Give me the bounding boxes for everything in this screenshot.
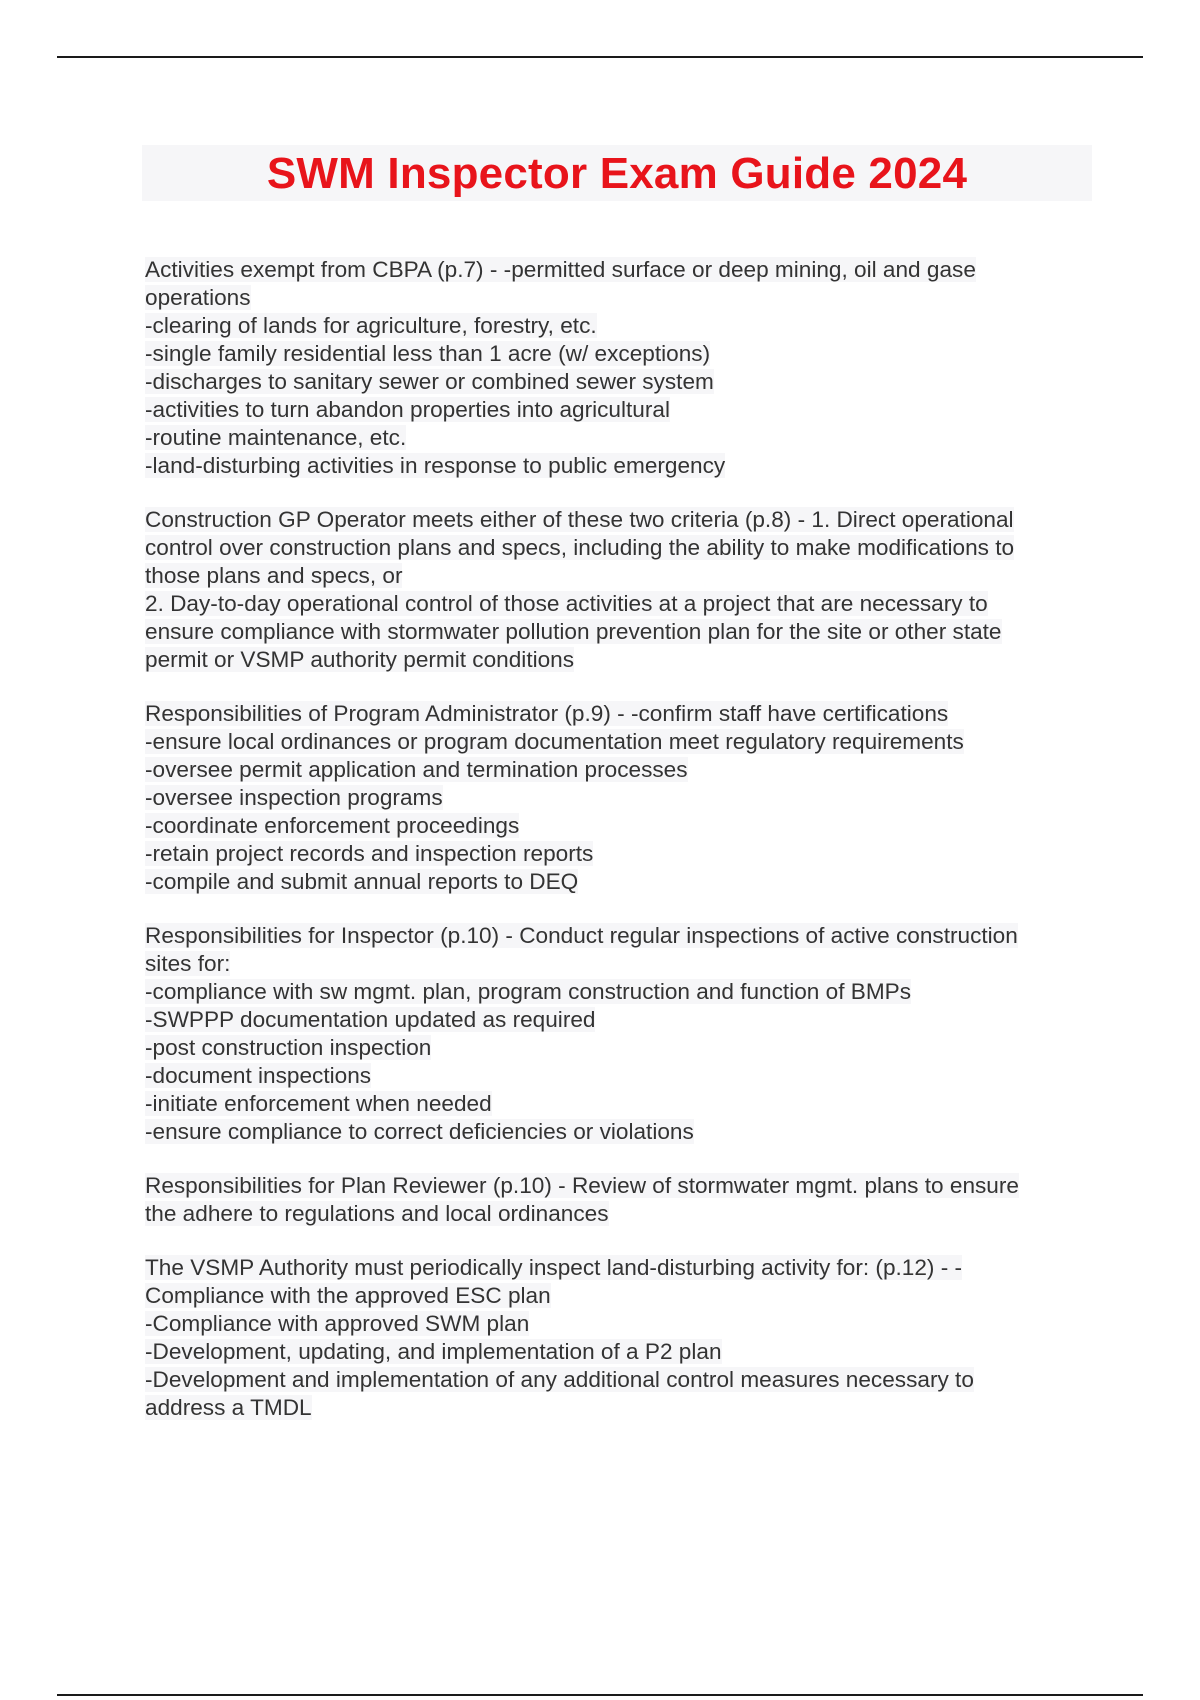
text-line-content: Responsibilities for Plan Reviewer (p.10) - Review of stormwater mgmt. plans to ensure [145, 1173, 1019, 1198]
text-line [145, 256, 1095, 284]
text-line [145, 534, 1095, 562]
section-5 [145, 1172, 1095, 1228]
text-line [145, 562, 1095, 590]
text-line [145, 728, 1095, 756]
text-line-content: -activities to turn abandon properties into agricultural [145, 397, 670, 422]
text-line [145, 812, 1095, 840]
text-line-content: -compile and submit annual reports to DEQ [145, 869, 579, 894]
text-line-content: -discharges to sanitary sewer or combined sewer system [145, 369, 714, 394]
document-body [145, 256, 1095, 1448]
text-line [145, 284, 1095, 312]
text-line [145, 840, 1095, 868]
text-line-content: Compliance with the approved ESC plan [145, 1283, 551, 1308]
text-line-content: -ensure local ordinances or program documentation meet regulatory requirements [145, 729, 964, 754]
text-line [145, 1062, 1095, 1090]
text-line [145, 396, 1095, 424]
text-line-content: -SWPPP documentation updated as required [145, 1007, 596, 1032]
text-line-content: -oversee inspection programs [145, 785, 443, 810]
text-line [145, 700, 1095, 728]
document-title: SWM Inspector Exam Guide 2024 [266, 149, 968, 198]
text-line [145, 452, 1095, 480]
text-line [145, 1310, 1095, 1338]
section-2 [145, 506, 1095, 674]
text-line-content: -land-disturbing activities in response to public emergency [145, 453, 726, 478]
text-line-content: -oversee permit application and termination processes [145, 757, 688, 782]
text-line-content: -Compliance with approved SWM plan [145, 1311, 530, 1336]
text-line [145, 1338, 1095, 1366]
text-line [145, 868, 1095, 896]
text-line-content: -initiate enforcement when needed [145, 1091, 492, 1116]
text-line [145, 618, 1095, 646]
text-line-content: -single family residential less than 1 acre (w/ exceptions) [145, 341, 711, 366]
section-4 [145, 922, 1095, 1146]
text-line-content: operations [145, 285, 251, 310]
text-line [145, 756, 1095, 784]
text-line-content: control over construction plans and specs, including the ability to make modifications to [145, 535, 1015, 560]
text-line-content: -clearing of lands for agriculture, forestry, etc. [145, 313, 597, 338]
text-line-content: address a TMDL [145, 1395, 312, 1420]
text-line-content: 2. Day-to-day operational control of those activities at a project that are necessary to [145, 591, 988, 616]
text-line [145, 1118, 1095, 1146]
text-line [145, 646, 1095, 674]
text-line [145, 1034, 1095, 1062]
text-line-content: permit or VSMP authority permit conditions [145, 647, 575, 672]
text-line [145, 950, 1095, 978]
text-line-content: Activities exempt from CBPA (p.7) - -permitted surface or deep mining, oil and gase [145, 257, 976, 282]
text-line-content: -compliance with sw mgmt. plan, program construction and function of BMPs [145, 979, 912, 1004]
text-line-content: -document inspections [145, 1063, 372, 1088]
section-3 [145, 700, 1095, 896]
text-line-content: ensure compliance with stormwater pollution prevention plan for the site or other state [145, 619, 1002, 644]
text-line [145, 1200, 1095, 1228]
text-line [145, 590, 1095, 618]
text-line-content: the adhere to regulations and local ordinances [145, 1201, 609, 1226]
text-line-content: Construction GP Operator meets either of these two criteria (p.8) - 1. Direct operational [145, 507, 1014, 532]
text-line [145, 312, 1095, 340]
text-line [145, 506, 1095, 534]
text-line-content: -ensure compliance to correct deficiencies or violations [145, 1119, 694, 1144]
text-line-content: -post construction inspection [145, 1035, 432, 1060]
header-rule [57, 56, 1143, 58]
section-1 [145, 256, 1095, 480]
text-line [145, 1254, 1095, 1282]
text-line-content: -coordinate enforcement proceedings [145, 813, 520, 838]
text-line-content: Responsibilities for Inspector (p.10) - Conduct regular inspections of active construction [145, 923, 1018, 948]
text-line [145, 1366, 1095, 1394]
text-line [145, 1282, 1095, 1310]
text-line [145, 1172, 1095, 1200]
text-line-content: -routine maintenance, etc. [145, 425, 407, 450]
text-line [145, 784, 1095, 812]
text-line-content: The VSMP Authority must periodically inspect land-disturbing activity for: (p.12) - - [145, 1255, 963, 1280]
text-line-content: sites for: [145, 951, 231, 976]
text-line [145, 1006, 1095, 1034]
text-line [145, 368, 1095, 396]
text-line [145, 424, 1095, 452]
text-line [145, 1090, 1095, 1118]
text-line [145, 978, 1095, 1006]
text-line-content: -Development and implementation of any additional control measures necessary to [145, 1367, 974, 1392]
text-line [145, 922, 1095, 950]
title-band [142, 145, 1092, 201]
text-line-content: those plans and specs, or [145, 563, 403, 588]
section-6 [145, 1254, 1095, 1422]
text-line-content: -Development, updating, and implementation of a P2 plan [145, 1339, 722, 1364]
text-line [145, 1394, 1095, 1422]
text-line-content: Responsibilities of Program Administrator (p.9) - -confirm staff have certifications [145, 701, 949, 726]
text-line [145, 340, 1095, 368]
text-line-content: -retain project records and inspection reports [145, 841, 594, 866]
footer-rule [57, 1694, 1143, 1696]
